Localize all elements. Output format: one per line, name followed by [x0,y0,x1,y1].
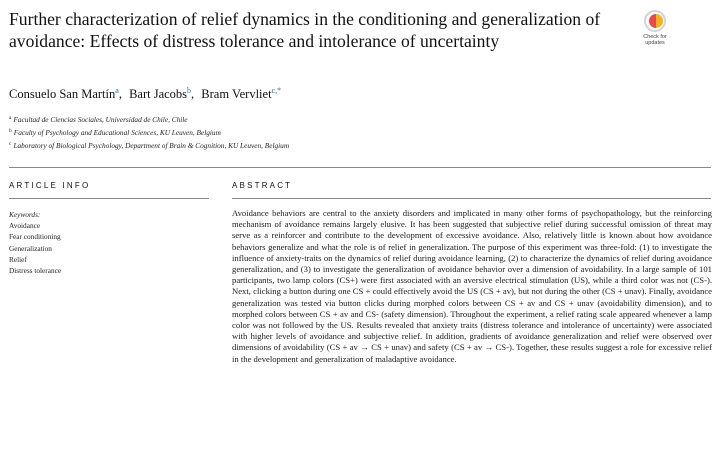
keyword: Relief [9,254,27,264]
keyword: Fear conditioning [9,232,61,242]
section-divider [9,167,711,168]
author-name[interactable]: Consuelo San Martín [9,87,116,101]
affiliation: $^a$ Facultad de Ciencias Sociales, Universidad de Chile, Chile [9,114,188,124]
check-for-updates-badge[interactable] [637,10,673,50]
author-affiliation-link[interactable]: c,* [271,85,282,95]
author-affiliation-link[interactable]: b [187,85,192,95]
article-title: Further characterization of relief dynamics in the conditioning and generalization of avoidance: Effects of distress tolerance and intolerance of uncertainty [9,9,601,51]
keywords-list [9,209,209,276]
badge-label-line1: Check for [643,34,667,40]
article-info-heading: ARTICLE INFO [9,181,91,190]
author-list: Consuelo San Martín$^a$, Bart Jacobs$^b$, Bram Vervliet$^{c,*}$ [9,85,282,101]
affiliation-list [9,113,289,152]
article-info-divider [9,198,209,199]
author-affiliation-link[interactable]: a [115,85,119,95]
abstract-heading: ABSTRACT [232,181,293,190]
keywords-label: Keywords: [9,210,41,219]
badge-label-line2: updates [645,40,665,46]
author-name[interactable]: Bart Jacobs [129,87,188,101]
author-name[interactable]: Bram Vervliet [201,87,272,101]
keyword: Avoidance [9,221,41,231]
check-for-updates-icon [644,10,666,32]
affiliation: $^b$ Faculty of Psychology and Educational Sciences, KU Leuven, Belgium [9,127,221,137]
keyword: Generalization [9,243,52,253]
abstract-text: Avoidance behaviors are central to the anxiety disorders and implicated in many other forms of psychopathology, but the reinforcing mechanism of avoidance remains largely elusive. It has been suggested that subjective relief during successful omission of threat may serve as a reinforcer and contribute to the development of excessive avoidance. Also, relatively little is known about how avoidance behaviors generalize and what the role is of relief in generalization. The purpose of this experiment was three-fold: (1) to investigate the influence of anxiety-traits on the dynamics of relief during avoidance learning, (2) to characterize the dynamics of relief during avoidance generalization, and (3) to investigate the generalization of avoidance behavior over a dimension of avoidability. In a large sample of 101 participants, two lamp colors (CS+) were first associated with an aversive electrical stimulation (US), while a third color was not (CS-). Next, clicking a button during one CS + could effectively avoid the US (CS + av), but not during the other (CS + unav). Finally, avoidance generalization was tested via button clicks during morphed colors between CS + av and CS + unav (avoidability dimension), and to morphed colors between CS + av and CS- (safety dimension). Throughout the experiment, a relief rating scale appeared whenever a lamp color was not followed by the US. Results revealed that anxiety traits (distress tolerance and intolerance of uncertainty) were associated with higher levels of avoidance and subjective relief. In addition, gradients of avoidance generalization and relief were observed over dimensions of avoidability (CS + av → CS + unav) and safety (CS + av → CS-). Together, these results suggest a role for excessive relief in the development and generalization of maladaptive avoidance. [232,208,712,364]
affiliation: $^c$ Laboratory of Biological Psychology, Department of Brain & Cognition, KU Leuven, Belgium [9,140,290,150]
abstract-divider [232,198,711,199]
keyword: Distress tolerance [9,266,62,276]
